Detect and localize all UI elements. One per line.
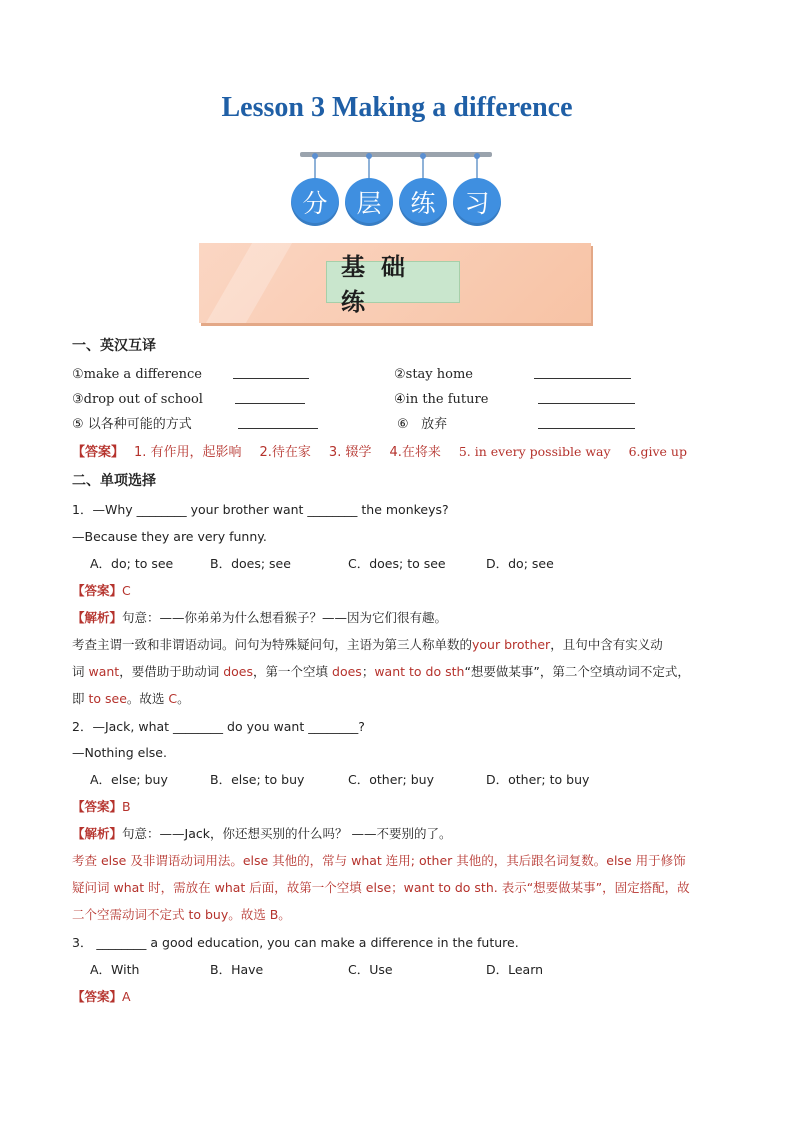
q3-question: 3． ________ a good education, you can make a difference in the future. [72,935,519,950]
hanger-dot [420,153,426,159]
q3-option-d[interactable]: D．Learn [486,962,544,977]
vocab-item-3: ③drop out of school [72,392,203,407]
page-title: Lesson 3 Making a difference [221,92,573,123]
q1-reply: —Because they are very funny. [72,529,267,544]
q1-analysis-line1: 【解析】句意：——你弟弟为什么想看猴子？——因为它们很有趣。 [72,610,448,625]
q1-analysis-line2: 考查主谓一致和非谓语动词。问句为特殊疑问句，主语为第三人称单数的your brother，且句中含有实义动 [72,637,663,652]
vocab-item-2: ②stay home [394,367,473,382]
q2-analysis-line3: 疑问词 what 时，需放在 what 后面，故第一个空填 else；want to do sth. 表示“想要做某事”，固定搭配，故 [72,880,690,895]
q2-option-c[interactable]: C．other; buy [348,772,434,787]
answer-blank[interactable] [538,415,635,429]
q1-option-b[interactable]: B．does; see [210,556,291,571]
badge-hanger-bar [300,152,492,157]
hanger-dot [312,153,318,159]
q3-option-a[interactable]: A．With [90,962,140,977]
vocab-item-5: ⑤ 以各种可能的方式 [72,417,192,432]
q1-option-d[interactable]: D．do; see [486,556,554,571]
q1-option-c[interactable]: C．does; to see [348,556,446,571]
q2-question: 2．—Jack, what ________ do you want ________? [72,719,365,734]
badge-4: 习 [453,178,501,226]
answer-blank[interactable] [538,390,635,404]
q2-option-a[interactable]: A．else; buy [90,772,168,787]
answer-blank[interactable] [233,365,309,379]
section2-heading: 二、单项选择 [72,473,156,489]
badge-3: 练 [399,178,447,226]
q1-analysis-line4: 即 to see。故选 C。 [72,691,190,706]
q2-option-d[interactable]: D．other; to buy [486,772,590,787]
q2-analysis-line4: 二个空需动词不定式 to buy。故选 B。 [72,907,291,922]
answer-blank[interactable] [534,365,631,379]
vocab-item-4: ④in the future [394,392,489,407]
q1-question: 1．—Why ________ your brother want ________ the monkeys? [72,502,449,517]
hanger-dot [366,153,372,159]
section1-heading: 一、英汉互译 [72,338,156,354]
answer-blank[interactable] [235,390,305,404]
q3-option-b[interactable]: B．Have [210,962,264,977]
q3-option-c[interactable]: C．Use [348,962,393,977]
section-banner [199,243,591,323]
q2-answer: 【答案】B [72,799,131,814]
q2-reply: —Nothing else. [72,745,167,760]
section1-answers: 【答案】 1. 有作用，起影响 2.待在家 3. 辍学 4.在将来 5. in every possible way 6.give up [72,444,687,460]
banner-shine [206,243,292,323]
badge-1: 分 [291,178,339,226]
q1-analysis-line3: 词 want，要借助于助动词 does，第一个空填 does；want to do sth“想要做某事”，第二个空填动词不定式， [72,664,690,679]
q2-analysis-line1: 【解析】句意：——Jack，你还想买别的什么吗？ ——不要别的了。 [72,826,452,841]
q2-option-b[interactable]: B．else; to buy [210,772,305,787]
q3-answer: 【答案】A [72,989,131,1004]
answer-blank[interactable] [238,415,318,429]
q1-answer: 【答案】C [72,583,131,598]
vocab-item-1: ①make a difference [72,367,202,382]
vocab-item-6: ⑥ 放弃 [397,417,448,432]
banner-label: 基础练 [326,261,460,303]
q1-option-a[interactable]: A．do; to see [90,556,174,571]
badge-2: 层 [345,178,393,226]
q2-analysis-line2: 考查 else 及非谓语动词用法。else 其他的，常与 what 连用; other 其他的，其后跟名词复数。else 用于修饰 [72,853,686,868]
hanger-dot [474,153,480,159]
